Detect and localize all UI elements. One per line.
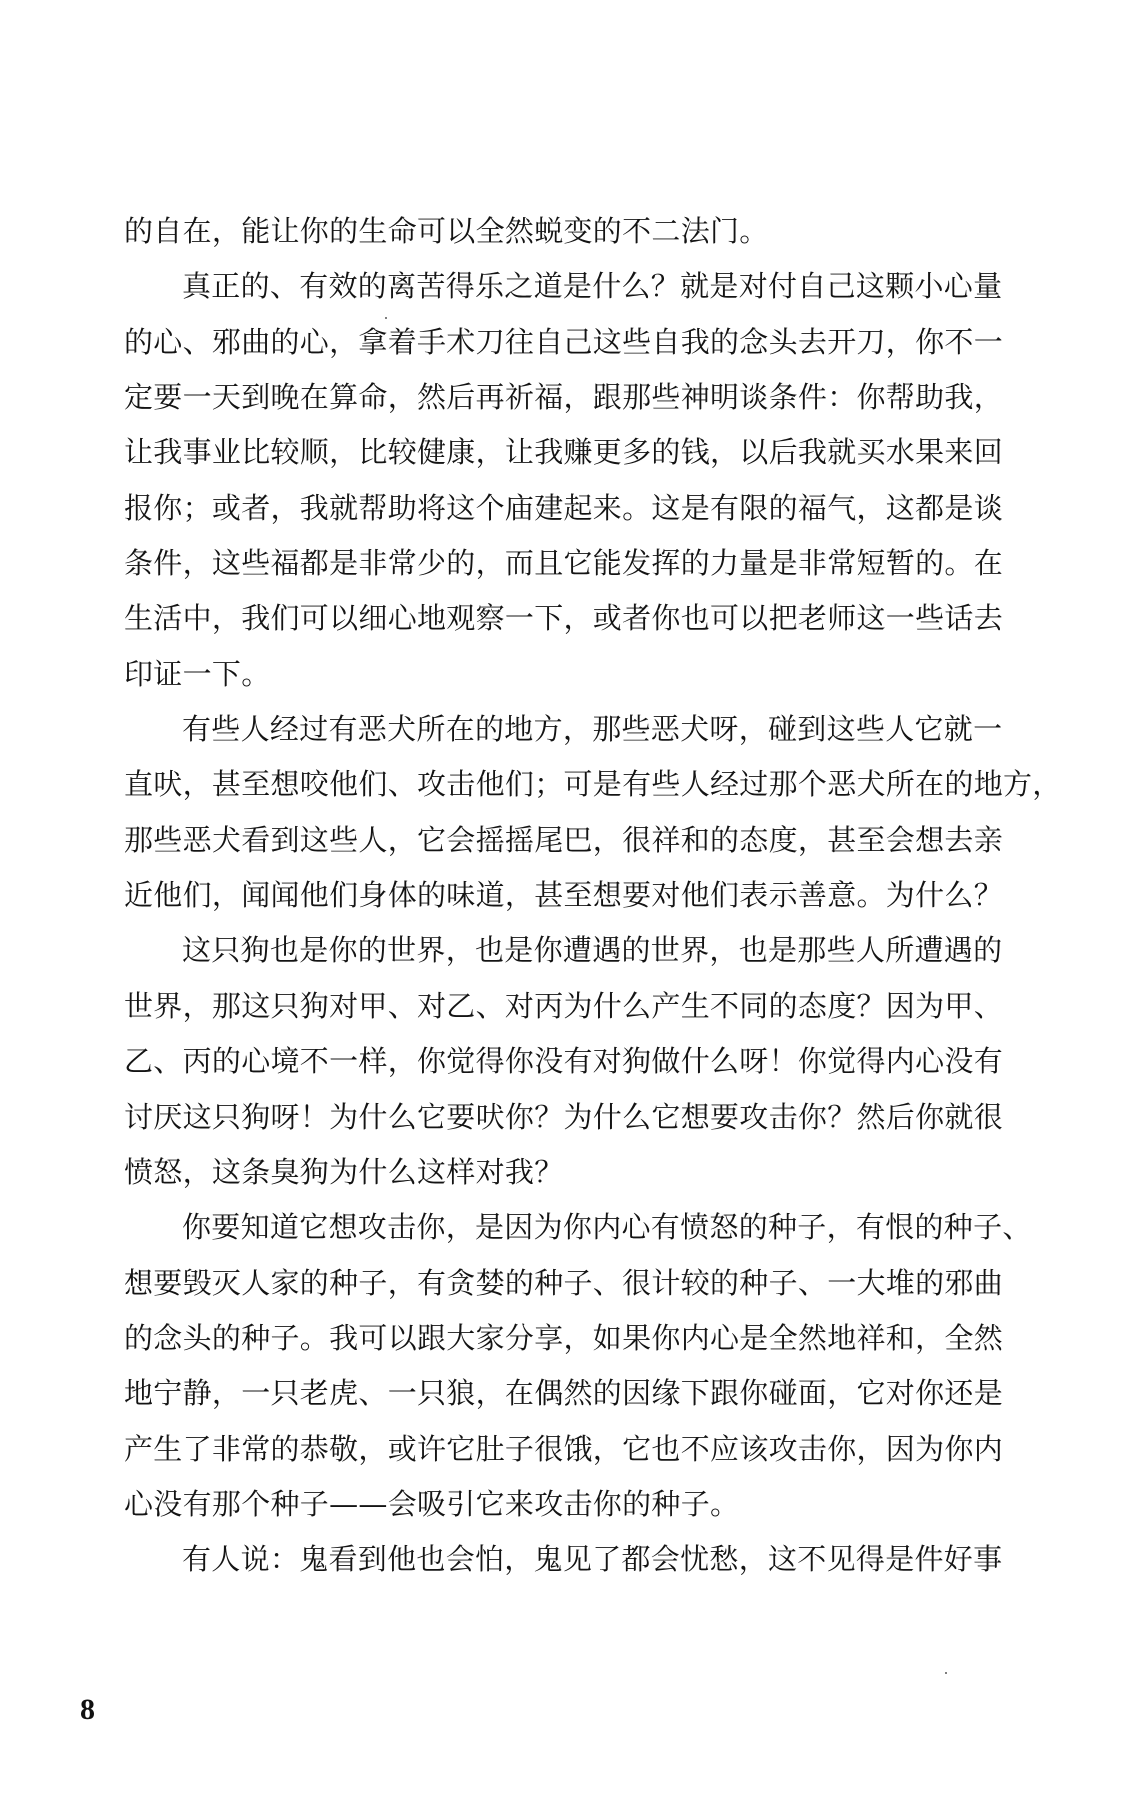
text-line: 让我事业比较顺，比较健康，让我赚更多的钱，以后我就买水果来回 bbox=[124, 435, 1004, 470]
text-line: 生活中，我们可以细心地观察一下，或者你也可以把老师这一些话去 bbox=[124, 601, 1004, 636]
page-number: 8 bbox=[80, 1693, 95, 1726]
text-line: 的念头的种子。我可以跟大家分享，如果你内心是全然地祥和，全然 bbox=[124, 1320, 1004, 1355]
text-line: 想要毁灭人家的种子，有贪婪的种子、很计较的种子、一大堆的邪曲 bbox=[124, 1265, 1004, 1300]
text-line: 那些恶犬看到这些人，它会摇摇尾巴，很祥和的态度，甚至会想去亲 bbox=[124, 822, 1004, 857]
body-text bbox=[124, 204, 1062, 1588]
text-line: 心没有那个种子——会吸引它来攻击你的种子。 bbox=[124, 1486, 740, 1521]
text-line: 有人说：鬼看到他也会怕，鬼见了都会忧愁，这不见得是件好事 bbox=[182, 1542, 1003, 1577]
text-line: 你要知道它想攻击你，是因为你内心有愤怒的种子，有恨的种子、 bbox=[182, 1210, 1032, 1245]
text-line: 讨厌这只狗呀！为什么它要吠你？为什么它想要攻击你？然后你就很 bbox=[124, 1099, 1004, 1134]
text-line: 真正的、有效的离苦得乐之道是什么？就是对付自己这颗小心量 bbox=[182, 269, 1003, 304]
text-line: 定要一天到晚在算命，然后再祈福，跟那些神明谈条件：你帮助我， bbox=[124, 380, 1004, 415]
text-line: 乙、丙的心境不一样，你觉得你没有对狗做什么呀！你觉得内心没有 bbox=[124, 1044, 1004, 1079]
text-line: 报你；或者，我就帮助将这个庙建起来。这是有限的福气，这都是谈 bbox=[124, 490, 1004, 525]
text-line: 的自在，能让你的生命可以全然蜕变的不二法门。 bbox=[124, 214, 769, 248]
text-line: 地宁静，一只老虎、一只狼，在偶然的因缘下跟你碰面，它对你还是 bbox=[124, 1376, 1004, 1411]
text-line: 愤怒，这条臭狗为什么这样对我？ bbox=[124, 1154, 564, 1189]
scan-speck bbox=[385, 317, 387, 319]
text-line: 印证一下。 bbox=[124, 656, 271, 691]
text-line: 近他们，闻闻他们身体的味道，甚至想要对他们表示善意。为什么？ bbox=[124, 878, 1004, 913]
text-line: 产生了非常的恭敬，或许它肚子很饿，它也不应该攻击你，因为你内 bbox=[124, 1431, 1004, 1466]
text-line: 这只狗也是你的世界，也是你遭遇的世界，也是那些人所遭遇的 bbox=[182, 933, 1003, 968]
text-line: 有些人经过有恶犬所在的地方，那些恶犬呀，碰到这些人它就一 bbox=[182, 712, 1003, 747]
text-line: 的心、邪曲的心，拿着手术刀往自己这些自我的念头去开刀，你不一 bbox=[124, 324, 1004, 359]
scan-speck bbox=[945, 1672, 947, 1674]
text-line: 世界，那这只狗对甲、对乙、对丙为什么产生不同的态度？因为甲、 bbox=[124, 988, 1004, 1023]
text-line: 条件，这些福都是非常少的，而且它能发挥的力量是非常短暂的。在 bbox=[124, 546, 1004, 581]
text-line: 直吠，甚至想咬他们、攻击他们；可是有些人经过那个恶犬所在的地方， bbox=[124, 767, 1062, 802]
